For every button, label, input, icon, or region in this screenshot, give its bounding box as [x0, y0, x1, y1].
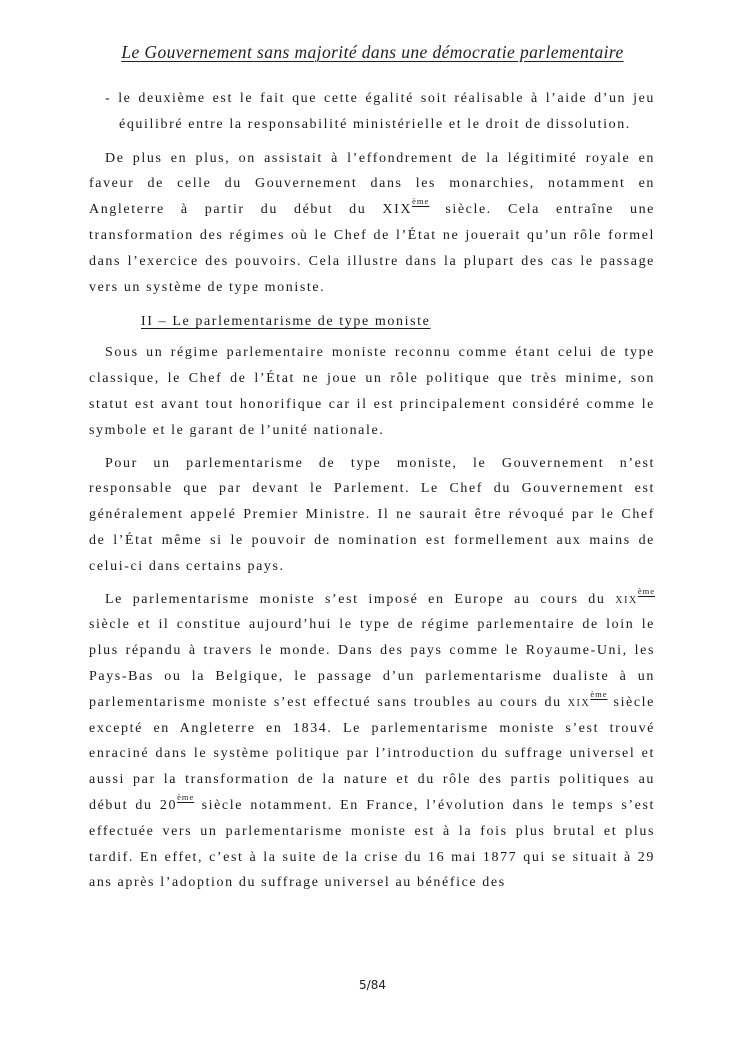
section-heading: [141, 310, 655, 334]
paragraph-2: Sous un régime parlementaire moniste reconnu comme étant celui de type classique, le Chef de l’État ne joue un rôle politique que très minime, son statut est avant tout honorifique car il est principalement considéré comme le symbole et le garant de l’unité nationale.: [89, 345, 655, 438]
running-header: [0, 42, 745, 63]
ordinal-superscript: ème: [637, 585, 655, 596]
century-numeral: xix: [567, 694, 591, 710]
paragraph-1: [89, 146, 655, 301]
paragraph-1-text-b: siècle. Cela entraîne une transformation des régimes où le Chef de l’État ne jouerait qu’un rôle formel dans l’exercice des pouvoirs. Cela illustre dans la plupart des cas le passage vers un système de type moniste.: [89, 202, 655, 295]
paragraph-4: [89, 587, 655, 897]
paragraph-4-text-c: siècle excepté en Angleterre en 1834. Le parlementarisme moniste s’est trouvé enraciné dans le système politique par l’introduction du suffrage universel et aussi par la transformation de la nature et du rôle des partis politiques au début du: [89, 694, 655, 813]
ordinal-superscript: ème: [412, 196, 430, 207]
section-heading-text: II – Le parlementarisme de type moniste: [141, 314, 431, 330]
body-text: [89, 86, 655, 903]
century-numeral: 20: [159, 797, 178, 813]
bullet-text: - le deuxième est le fait que cette égalité soit réalisable à l’aide d’un jeu équilibré entre la responsabilité ministérielle et le droit de dissolution.: [105, 91, 655, 132]
century-numeral: xix: [615, 591, 638, 607]
page-number: 5/84: [359, 978, 386, 992]
paragraph-1-text-a: De plus en plus, on assistait à l’effondrement de la légitimité royale en faveur de celle du Gouvernement dans les monarchies, notamment en Angleterre à partir du début du: [89, 150, 655, 218]
century-numeral: XIX: [382, 202, 413, 218]
paragraph-3: Pour un parlementarisme de type moniste, le Gouvernement n’est responsable que par devant le Parlement. Le Chef du Gouvernement est généralement appelé Premier Ministre. Il ne saurait être révoqué par le Chef de l’État même si le pouvoir de nomination est formellement aux mains de celui-ci dans certains pays.: [89, 455, 655, 574]
running-header-text: Le Gouvernement sans majorité dans une démocratie parlementaire: [121, 42, 624, 62]
bullet-item: [89, 86, 655, 138]
paragraph-4-text-d: siècle notamment. En France, l’évolution dans le temps s’est effectuée vers un parlementarisme moniste est à la fois plus brutal et plus tardif. En effet, c’est à la suite de la crise du 16 mai 1877 qui se situait à 29 ans après l’adoption du suffrage universel au bénéfice des: [89, 797, 655, 891]
paragraph-4-text-b: siècle et il constitue aujourd’hui le type de régime parlementaire de loin le plus répandu à travers le monde. Dans des pays comme le Royaume-Uni, les Pays-Bas ou la Belgique, le passage d’un parlementarisme dualiste à un parlementarisme moniste s’est effectué sans troubles au cours du: [89, 617, 655, 710]
ordinal-superscript: ème: [590, 688, 608, 699]
ordinal-superscript: ème: [177, 791, 195, 802]
paragraph-4-text-a: Le parlementarisme moniste s’est imposé en Europe au cours du: [105, 591, 616, 607]
